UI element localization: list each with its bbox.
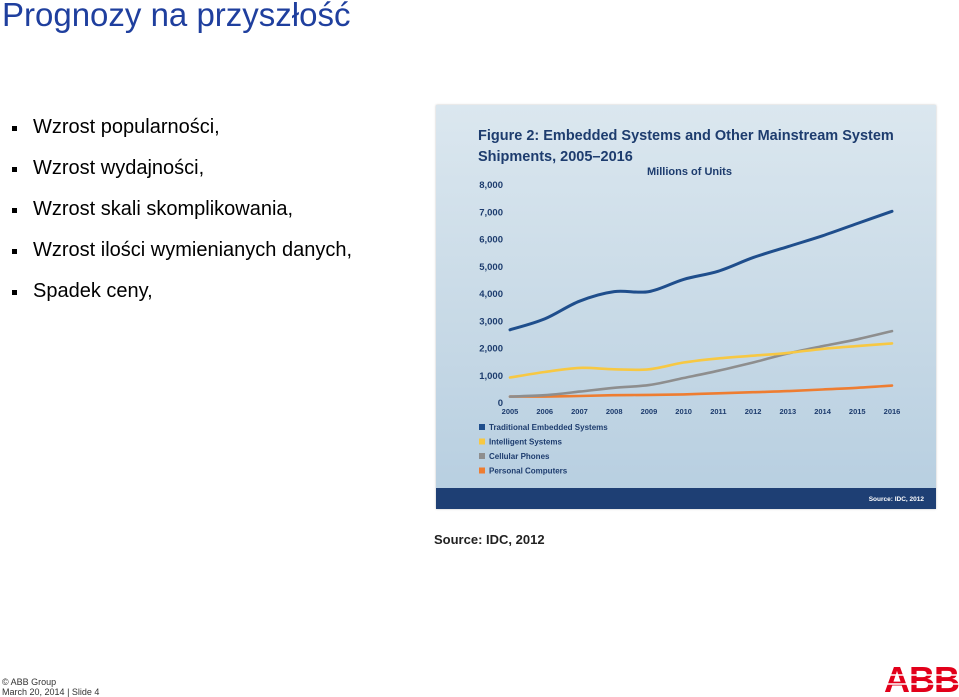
legend-swatch: [479, 468, 485, 474]
footer: [2, 677, 99, 697]
bullet-text: Spadek ceny,: [33, 280, 153, 302]
square-bullet-icon: [12, 167, 17, 172]
bullet-text: Wzrost wydajności,: [33, 157, 205, 179]
x-tick-label: 2013: [779, 407, 797, 416]
x-tick-label: 2011: [710, 407, 727, 416]
x-tick-label: 2010: [675, 407, 692, 416]
x-tick-label: 2005: [501, 407, 519, 416]
legend-label: Intelligent Systems: [489, 437, 562, 447]
chart-title-line2: Shipments, 2005–2016: [478, 149, 633, 165]
chart-source-bar: [436, 488, 936, 509]
series-line-traditional-embedded: [510, 211, 892, 329]
series-line-intelligent-systems: [510, 343, 892, 377]
line-chart: [436, 105, 936, 509]
legend-swatch: [479, 439, 485, 445]
bullet-item: [12, 280, 352, 321]
series-line-personal-computers: [510, 386, 892, 397]
square-bullet-icon: [12, 249, 17, 254]
bullet-list: [12, 116, 352, 321]
y-tick-label: 2,000: [479, 343, 503, 355]
bullet-text: Wzrost popularności,: [33, 116, 220, 138]
chart-source-caption: Source: IDC, 2012: [434, 532, 545, 547]
x-tick-label: 2015: [848, 407, 866, 416]
x-tick-label: 2006: [536, 407, 554, 416]
x-tick-label: 2007: [571, 407, 588, 416]
x-tick-label: 2016: [883, 407, 901, 416]
slide-title: Prognozy na przyszłość: [2, 0, 351, 33]
bullet-item: [12, 116, 352, 157]
x-tick-label: 2008: [605, 407, 623, 416]
y-tick-label: 5,000: [479, 261, 503, 273]
footer-slide-info: [2, 687, 99, 697]
bullet-text: Wzrost ilości wymienianych danych,: [33, 239, 352, 261]
footer-copyright: © ABB Group: [2, 677, 57, 687]
y-tick-label: 4,000: [479, 289, 503, 300]
legend-swatch: [479, 453, 485, 459]
x-tick-label: 2012: [744, 407, 762, 416]
y-tick-label: 0: [497, 398, 503, 409]
y-tick-label: 3,000: [479, 316, 503, 328]
square-bullet-icon: [12, 290, 17, 295]
chart-title-line1: Figure 2: Embedded Systems and Other Mainstream System: [478, 128, 894, 144]
bullet-item: [12, 157, 352, 198]
bullet-item: [12, 198, 352, 239]
abb-logo-text: ABB: [884, 661, 959, 694]
footer-separator: |: [67, 687, 70, 697]
chart-source-label: Source: IDC, 2012: [868, 496, 924, 503]
y-tick-label: 6,000: [479, 234, 503, 246]
legend-swatch: [479, 424, 485, 430]
legend-label: Cellular Phones: [489, 452, 550, 461]
x-tick-label: 2014: [814, 407, 831, 416]
series-line-cellular-phones: [510, 331, 892, 397]
chart-y-axis-label: Millions of Units: [647, 166, 732, 178]
abb-logo: [884, 661, 959, 694]
footer-slide-number: Slide 4: [71, 687, 100, 697]
legend-label: Personal Computers: [489, 466, 568, 476]
y-tick-label: 7,000: [479, 207, 503, 219]
chart-image: [436, 105, 936, 509]
footer-date: March 20, 2014: [2, 687, 65, 697]
legend-label: Traditional Embedded Systems: [489, 423, 608, 432]
bullet-item: [12, 239, 352, 280]
square-bullet-icon: [12, 208, 17, 213]
y-tick-label: 8,000: [479, 180, 503, 191]
x-tick-label: 2009: [640, 407, 658, 416]
square-bullet-icon: [12, 126, 17, 131]
y-tick-label: 1,000: [479, 370, 503, 382]
bullet-text: Wzrost skali skomplikowania,: [33, 198, 294, 220]
